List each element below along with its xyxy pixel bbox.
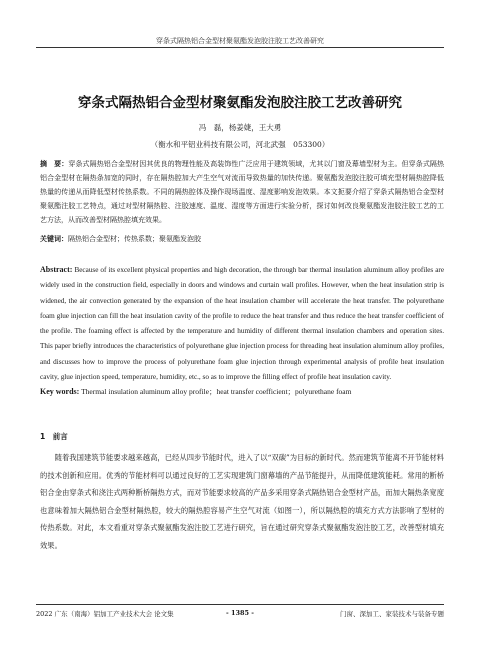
running-head: 穿条式隔热铝合金型材聚氨酯发泡胶注胶工艺改善研究 xyxy=(156,37,324,45)
affiliation: （衡水和平铝业科技有限公司，河北武强 053300） xyxy=(150,140,330,149)
keywords-en xyxy=(40,385,444,399)
keywords-en-text: Thermal insulation aluminum alloy profile；heat transfer coefficient；polyurethane foam xyxy=(81,387,352,396)
footer-proceedings: 2022 广东（南海）铝加工产业技术大会 论文集 xyxy=(36,610,174,618)
authors: 冯 磊，杨姜婕，王大勇 xyxy=(198,123,282,132)
paper-title: 穿条式隔热铝合金型材聚氨酯发泡胶注胶工艺改善研究 xyxy=(78,95,402,111)
section-body: 随着我国建筑节能要求越来越高，已经从四步节能时代，进入了以“双碳”为目标的新时代。然而建筑节能离不开节能材料的技术创新和应用。优秀的节能材料可以通过良好的工艺实现建筑门窗幕墙的产品节能提升，从而降低建筑能耗。常用的断桥铝合金由穿条式和浇注式两种断桥隔热方式，而对节能要求较高的产品多采用穿条式隔热铝合金型材产品，而加大隔热条宽度也意味着加大隔热铝合金型材隔热腔，较大的隔热腔容易产生空气对流（如图一），所以隔热腔的填充方式方法影响了型材的传热系数。对此，本文看重对穿条式聚氨酯发泡注胶工艺进行研究，旨在通过研究穿条式聚氨酯发泡注胶工艺，改善型材填充效果。 xyxy=(40,453,444,550)
footer-divider xyxy=(36,604,444,605)
abstract-cn-label: 摘 要： xyxy=(40,160,69,168)
section-heading: 1 前言 xyxy=(40,432,68,441)
page-number: - 1385 - xyxy=(225,609,254,617)
keywords-en-label: Key words: xyxy=(40,387,80,396)
keywords-cn-text: 隔热铝合金型材；传热系数；聚氨酯发泡胶 xyxy=(68,235,201,243)
abstract-cn-text: 穿条式隔热铝合金型材因其优良的物理性能及高装饰性广泛应用于建筑领域，尤其以门窗及幕墙型材为主。但穿条式隔热铝合金型材在隔热条加宽的同时，存在隔热腔加大产生空气对流而导致热量的加快传递。聚氨酯发泡胶注胶可填充型材隔热腔降低热量的传递从而降低型材传热系数。不同的隔热腔体及操作现场温度、湿度影响发泡效果。本文扼要介绍了穿条式隔热铝合金型材聚氨酯注胶工艺特点，通过对型材隔热腔、注胶速度、温度、湿度等方面进行实验分析，探讨如何改良聚氨酯发泡胶注胶工艺的工艺方法，从而改善型材隔热腔填充效果。 xyxy=(40,160,445,224)
keywords-cn xyxy=(40,232,444,246)
abstract-en-label: Abstract: xyxy=(40,265,73,274)
abstract-en xyxy=(40,262,444,385)
header-divider xyxy=(36,47,444,48)
footer-topic: 门窗、深加工、家装技术与装备专题 xyxy=(340,610,444,618)
abstract-en-text: Because of its excellent physical properties and high decoration, the through bar thermal insulation aluminum alloy profiles are widely used in the construction field, especially in doors and windows and curtain wall profiles. However, when the heat insulation strip is widened, the air convection generated by the expansion of the heat insulation chamber will accelerate the heat transfer. The polyurethane foam glue injection can fill the heat insulation cavity of the profile to reduce the heat transfer and thus reduce the heat transfer coefficient of the profile. The foaming effect is affected by the temperature and humidity of different thermal insulation chambers and operation sites. This paper briefly introduces the characteristics of polyurethane glue injection process for threading heat insulation aluminum alloy profiles, and discusses how to improve the process of polyurethane foam glue injection through experimental analysis of profile heat insulation cavity, glue injection speed, temperature, humidity, etc., so as to improve the filling effect of profile heat insulation cavity. xyxy=(40,266,445,382)
abstract-cn xyxy=(40,157,444,227)
keywords-cn-label: 关键词： xyxy=(40,235,68,243)
